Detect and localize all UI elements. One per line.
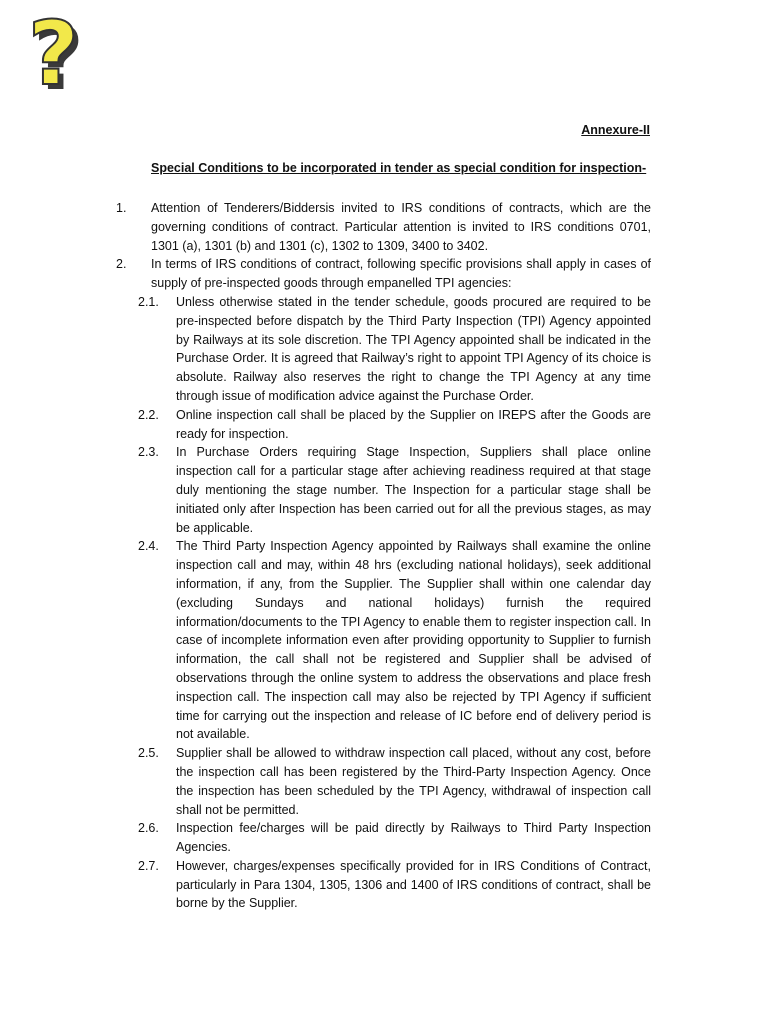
subcondition-number: 2.1. [138,294,159,309]
subcondition-text: In Purchase Orders requiring Stage Inspection, Suppliers shall place online inspection call for a particular stage after achieving readiness required at that stage duly mentioning the stage number. The Inspection for a particular stage shall be initiated only after Inspection has been carried out for all the previous stages, as may be applicable. [176,445,651,535]
subcondition-number: 2.6. [138,821,159,836]
subcondition-item [0,443,768,537]
condition-item [0,199,768,255]
subcondition-number: 2.4. [138,539,159,554]
subcondition-number: 2.3. [138,445,159,460]
subcondition-text: Inspection fee/charges will be paid directly by Railways to Third Party Inspection Agencies. [176,821,651,855]
condition-text: In terms of IRS conditions of contract, following specific provisions shall apply in cases of supply of pre-inspected goods through empanelled TPI agencies: [151,257,651,291]
subcondition-text: The Third Party Inspection Agency appointed by Railways shall examine the online inspection call and may, within 48 hrs (excluding national holidays), seek additional information, if any, from the Supplier. The Supplier shall within one calendar day (excluding Sundays and national holidays) furnish the required information/documents to the TPI Agency to enable them to register inspection call. In case of incomplete information even after providing opportunity to Supplier to furnish information, the call shall not be registered and Supplier shall be advised of observations through the online system to address the observations and place fresh inspection call. The inspection call may also be rejected by TPI Agency if sufficient time for carrying out the inspection and release of IC before end of delivery period is not available. [176,539,651,742]
subcondition-text: Online inspection call shall be placed by the Supplier on IREPS after the Goods are ready for inspection. [176,407,651,441]
subcondition-text: However, charges/expenses specifically provided for in IRS Conditions of Contract, particularly in Para 1304, 1305, 1306 and 1400 of IRS conditions of contract, shall be borne by the Supplier. [176,858,651,911]
subcondition-item [0,744,768,819]
subcondition-item [0,293,768,406]
subcondition-item [0,537,768,744]
subcondition-item [0,406,768,444]
condition-text: Attention of Tenderers/Biddersis invited to IRS conditions of contracts, which are the governing conditions of contract. Particular attention is invited to IRS conditions 0701, 1301 (a), 1301 (b) and 1301 (c), 1302 to 1309, 3400 to 3402. [151,201,651,253]
subcondition-number: 2.7. [138,858,159,873]
subcondition-text: Supplier shall be allowed to withdraw inspection call placed, without any cost, before the inspection call has been registered by the Third-Party Inspection Agency. Once the inspection has been scheduled by the TPI Agency, withdrawal of inspection call shall not be permitted. [176,746,651,817]
subcondition-item [0,819,768,857]
document-heading: Special Conditions to be incorporated in tender as special condition for inspection- [151,161,647,175]
subcondition-item [0,857,768,913]
subcondition-number: 2.5. [138,746,159,761]
condition-number: 1. [116,201,127,215]
annexure-label: Annexure-II [581,123,650,137]
subcondition-text: Unless otherwise stated in the tender schedule, goods procured are required to be pre-inspected before dispatch by the Third Party Inspection (TPI) Agency appointed by Railways at its sole discretion. The TPI Agency appointed shall be indicated in the Purchase Order. It is agreed that Railway’s right to appoint TPI Agency of its choice is absolute. Railway also reserves the right to change the TPI Agency at any time through issue of modification advice against the Purchase Order. [176,294,651,403]
condition-item [0,255,768,293]
condition-number: 2. [116,257,127,272]
conditions-list [0,199,768,913]
question-mark-logo: ? [28,2,80,105]
subcondition-number: 2.2. [138,407,159,422]
